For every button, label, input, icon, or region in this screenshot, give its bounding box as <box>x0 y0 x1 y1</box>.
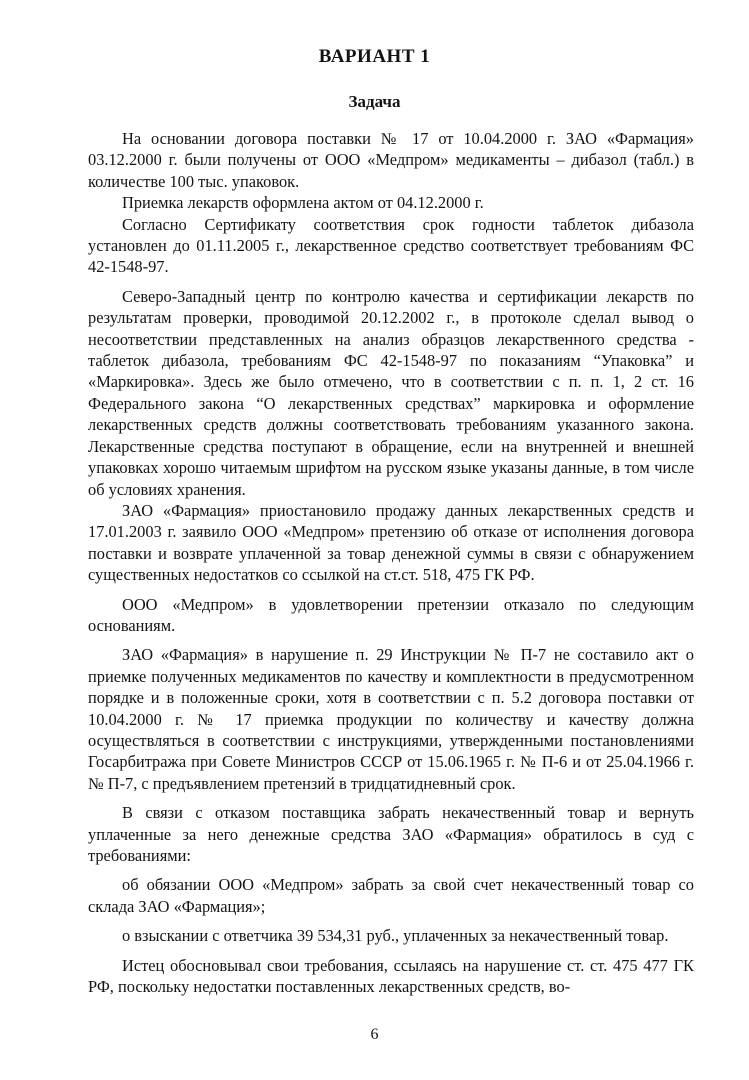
section-title: Задача <box>348 92 401 111</box>
page-number: 6 <box>370 1026 379 1043</box>
paragraph: ООО «Медпром» в удовлетворении претензии отказало по следующим основаниям. <box>88 594 694 635</box>
paragraph: об обязании ООО «Медпром» забрать за свой счет некачественный товар со склада ЗАО «Фармация»; <box>88 875 694 916</box>
document-body <box>88 128 694 997</box>
paragraph: В связи с отказом поставщика забрать некачественный товар и вернуть уплаченные за него денежные средства ЗАО «Фармация» обратилось в суд с требованиями: <box>88 803 694 865</box>
paragraph: На основании договора поставки № 17 от 10.04.2000 г. ЗАО «Фармация» 03.12.2000 г. были получены от ООО «Медпром» медикаменты – дибазол (табл.) в количестве 100 тыс. упаковок. <box>88 129 694 191</box>
paragraph: ЗАО «Фармация» приостановило продажу данных лекарственных средств и 17.01.2003 г. заявило ООО «Медпром» претензию об отказе от исполнения договора поставки и возврате уплаченной за товар денежной суммы в связи с обнаружением существенных недостатков со ссылкой на ст.ст. 518, 475 ГК РФ. <box>88 500 694 585</box>
paragraph: Северо-Западный центр по контролю качества и сертификации лекарств по результатам проверки, проводимой 20.12.2002 г., в протоколе сделал вывод о несоответствии представленных на анализ образцов лекарственного средства - таблеток дибазола, требованиям ФС 42-1548-97 по показаниям “Упаковка” и «Маркировка». Здесь же было отмечено, что в соответствии с п. п. 1, 2 ст. 16 Федерального закона “О лекарственных средствах” маркировка и оформление лекарственных средств должны соответствовать требованиям указанного закона. Лекарственные средства поступают в обращение, если на внутренней и внешней упаковках хорошо читаемым шрифтом на русском языке указаны данные, в том числе об условиях хранения. <box>88 286 694 499</box>
paragraph: Приемка лекарств оформлена актом от 04.12.2000 г. <box>122 193 484 213</box>
paragraph: ЗАО «Фармация» в нарушение п. 29 Инструкции № П-7 не составило акт о приемке полученных медикаментов по качеству и комплектности в предусмотренном порядке и в положенные сроки, хотя в соответствии с п. 5.2 договора поставки от 10.04.2000 г. № 17 приемка продукции по количеству и качеству должна осуществляться в соответствии с инструкциями, утвержденными постановлениями Госарбитража при Совете Министров СССР от 15.06.1965 г. № П-6 и от 25.04.1966 г. № П-7, с предъявлением претензий в тридцатидневный срок. <box>88 645 694 793</box>
page-title: ВАРИАНТ 1 <box>318 46 431 67</box>
paragraph: Согласно Сертификату соответствия срок годности таблеток дибазола установлен до 01.11.2005 г., лекарственное средство соответствует требованиям ФС 42-1548-97. <box>88 214 694 277</box>
paragraph: о взыскании с ответчика 39 534,31 руб., уплаченных за некачественный товар. <box>122 926 669 946</box>
paragraph: Истец обосновывал свои требования, ссылаясь на нарушение ст. ст. 475 477 ГК РФ, поскольку недостатки поставленных лекарственных средств, во- <box>88 955 694 997</box>
